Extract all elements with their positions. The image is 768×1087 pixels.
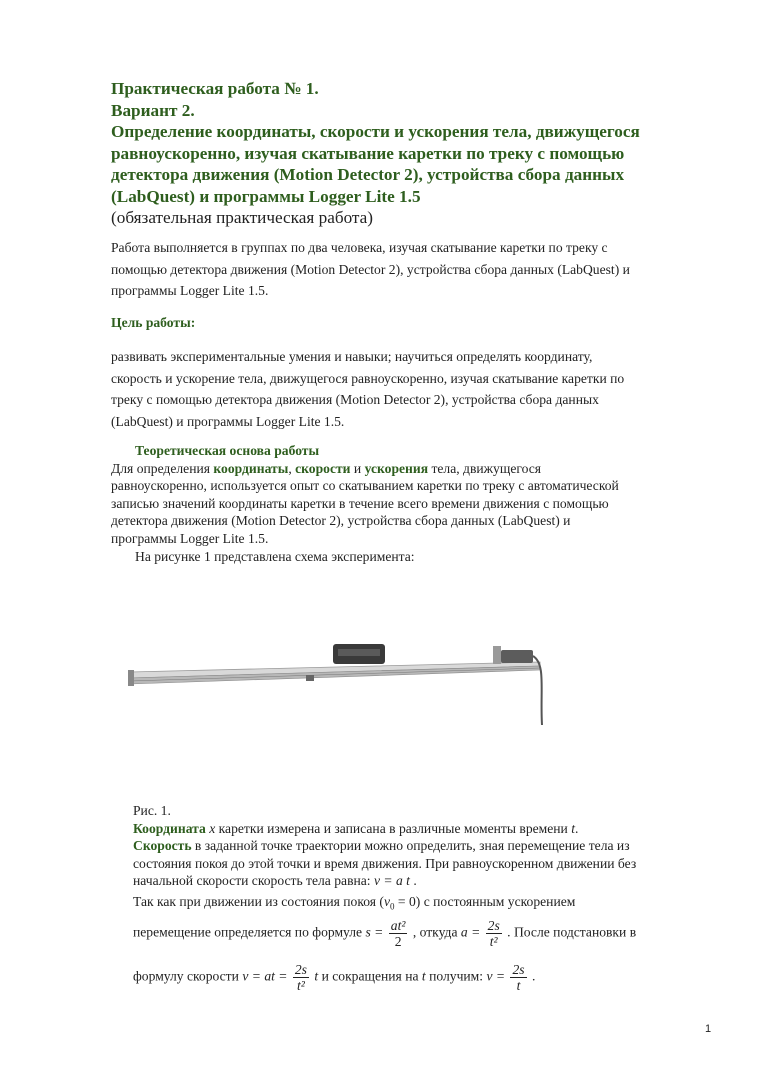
experiment-figure	[128, 630, 548, 730]
lower-text: .	[409, 873, 417, 889]
fraction-denominator: 2	[394, 934, 402, 949]
fraction-denominator: t²	[296, 978, 305, 993]
lower-text: , откуда	[412, 924, 461, 940]
intro-paragraph	[111, 237, 731, 302]
theory-text: тела, движущегося	[428, 460, 542, 476]
theory-text: ,	[288, 460, 296, 476]
heading-line-5: детектора движения (Motion Detector 2), устройства сбора данных	[111, 165, 625, 184]
var-t: t	[421, 968, 426, 984]
theory-line-2: равноускоренно, используется опыт со скатыванием каретки по треку с автоматической	[111, 478, 619, 494]
theory-section	[111, 442, 619, 565]
theory-line-5: программы Logger Lite 1.5.	[111, 530, 269, 546]
heading-line-4: равноускоренно, изучая скатывание каретки по треку с помощью	[111, 143, 625, 163]
goal-line-4: (LabQuest) и программы Logger Lite 1.5.	[111, 413, 345, 429]
page-number: 1	[705, 1023, 712, 1035]
var-v0: v	[383, 894, 391, 909]
lower-text: в заданной точке траектории можно определить, зная перемещение тела из	[191, 838, 630, 854]
term-coordinate-2: Координата	[133, 820, 206, 836]
rest-start-line	[133, 894, 575, 912]
var-x: x	[209, 820, 216, 836]
figure-caption: Рис. 1.	[133, 803, 171, 818]
goal-title: Цель работы:	[111, 315, 196, 330]
heading-line-6: (LabQuest) и программы Logger Lite 1.5	[111, 186, 421, 206]
lower-section	[133, 802, 636, 890]
lower-text: .	[528, 968, 536, 984]
heading-line-3: Определение координаты, скорости и ускорения тела, движущегося	[111, 122, 640, 141]
speed-line	[133, 837, 636, 855]
formula-v-at: v = a t	[373, 873, 410, 889]
formula-v-result: v =	[486, 968, 506, 984]
lower-text: и сокращения на	[321, 968, 422, 984]
fraction-numerator: at²	[390, 918, 406, 933]
fraction-denominator: t	[516, 978, 521, 993]
lower-text: формулу скорости	[133, 968, 243, 984]
term-speed-2: Скорость	[133, 838, 192, 854]
lower-text: Так как при движении из состояния покоя (	[133, 894, 384, 909]
cart-panel	[338, 649, 380, 656]
lower-text: = 0) с постоянным ускорением	[394, 894, 576, 909]
subscript-0: 0	[390, 901, 395, 912]
displacement-formula-line	[133, 918, 636, 949]
coordinate-line	[133, 820, 636, 838]
heading-line-1: Практическая работа № 1.	[111, 79, 319, 98]
intro-line-2: помощью детектора движения (Motion Detector 2), устройства сбора данных (LabQuest) и	[111, 261, 630, 277]
fraction-denominator: t²	[489, 934, 498, 949]
formula-v-at-eq: v = at =	[242, 968, 288, 984]
lower-text: получим:	[425, 968, 487, 984]
lower-line-4	[133, 872, 636, 890]
motion-detector	[501, 650, 533, 663]
fraction-numerator: 2s	[512, 962, 525, 977]
var-t: t	[310, 968, 319, 984]
theory-text: Для определения	[111, 460, 214, 476]
intro-line-3: программы Logger Lite 1.5.	[111, 283, 269, 298]
intro-line-1: Работа выполняется в группах по два человека, изучая скатывание каретки по треку с	[111, 240, 608, 255]
speed-formula-line	[133, 962, 535, 993]
track-foot	[306, 675, 314, 681]
term-coordinate: координаты	[213, 460, 289, 476]
goal-line-1: развивать экспериментальные умения и навыки; научиться определять координату,	[111, 349, 593, 364]
formula-a: a =	[460, 924, 481, 940]
lower-text: перемещение определяется по формуле	[133, 924, 366, 940]
fraction-at2-over-2	[389, 918, 408, 949]
fraction-2s-over-t2	[486, 918, 502, 949]
lower-text: . После подстановки в	[507, 924, 637, 940]
formula-s: s =	[365, 924, 384, 940]
fraction-2s-over-t2-b	[293, 962, 309, 993]
var-t: t	[571, 820, 576, 836]
lower-line-3: состояния покоя до этой точки и время движения. При равноускоренном движении без	[133, 855, 637, 871]
goal-line-3: треку с помощью детектора движения (Motion Detector 2), устройства сбора данных	[111, 392, 599, 407]
theory-line-3: записью значений координаты каретки в течение всего времени движения с помощью	[111, 495, 609, 511]
detector-bracket	[493, 646, 501, 664]
fraction-numerator: 2s	[294, 962, 307, 977]
term-speed: скорости	[295, 460, 351, 476]
goal-line-2: скорость и ускорение тела, движущегося равноускоренно, изучая скатывание каретки по	[111, 370, 625, 386]
theory-line-1	[111, 460, 619, 478]
theory-title: Теоретическая основа работы	[135, 443, 320, 458]
lower-text: .	[575, 820, 579, 836]
lower-text: начальной скорости скорость тела равна:	[133, 873, 374, 889]
theory-line-6: На рисунке 1 представлена схема эксперимента:	[135, 548, 415, 564]
theory-text: и	[350, 460, 365, 476]
heading-line-2: Вариант 2.	[111, 100, 195, 120]
heading-subtitle: (обязательная практическая работа)	[111, 208, 374, 227]
track-end-stop	[128, 670, 134, 686]
goal-paragraph	[111, 346, 731, 432]
fraction-2s-over-t	[510, 962, 526, 993]
document-heading	[111, 78, 711, 229]
lower-text: каретки измерена и записана в различные моменты времени	[215, 820, 572, 836]
term-acceleration: ускорения	[364, 460, 429, 476]
theory-line-4: детектора движения (Motion Detector 2), устройства сбора данных (LabQuest) и	[111, 513, 571, 529]
fraction-numerator: 2s	[487, 918, 500, 933]
